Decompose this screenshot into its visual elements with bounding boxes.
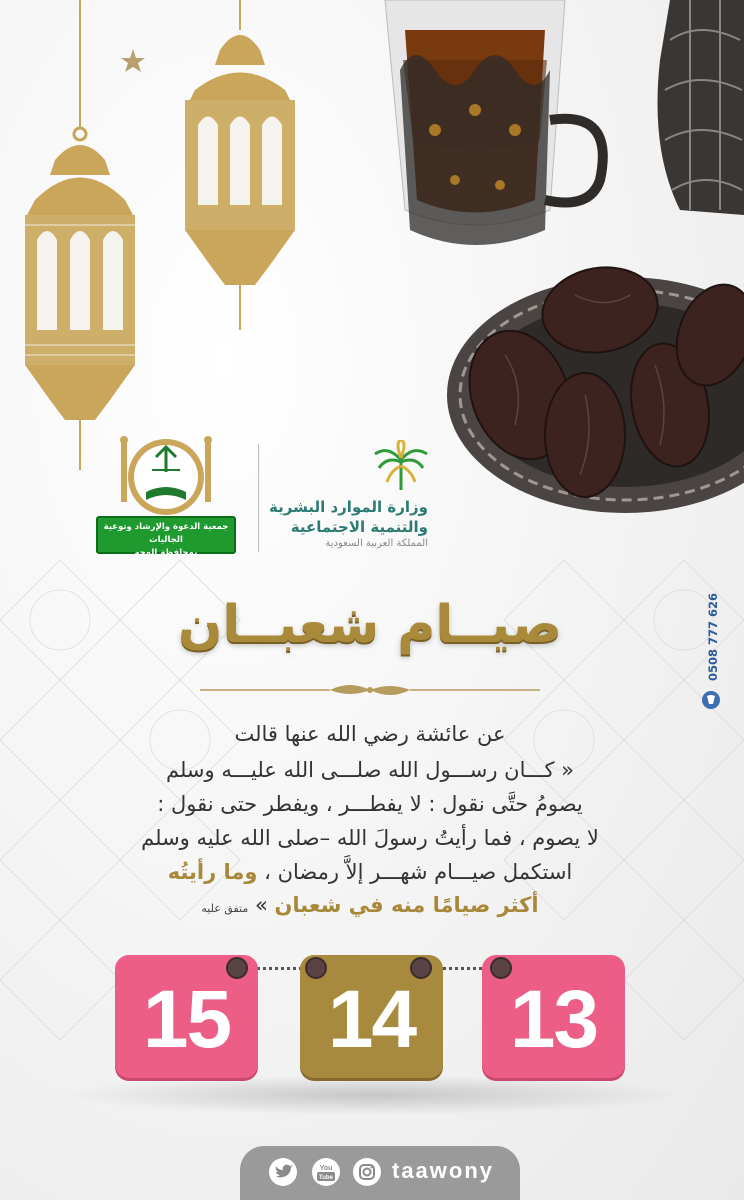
calendar-ring-icon xyxy=(305,957,327,979)
hadith-source: متفق عليه xyxy=(201,902,249,915)
calendar-day-15-number: 15 xyxy=(142,974,231,1065)
ministry-logo xyxy=(268,440,428,555)
youtube-label-bottom: Tube xyxy=(319,1175,333,1181)
calendar-ring-icon xyxy=(226,957,248,979)
association-name-line2: بمحافظة الوجه xyxy=(134,548,198,558)
calendar-day-14-number: 14 xyxy=(327,974,416,1065)
youtube-icon[interactable] xyxy=(310,1157,342,1187)
association-logo xyxy=(96,432,238,556)
lantern-small-icon xyxy=(180,0,300,340)
dates-plate-icon xyxy=(445,255,744,530)
youtube-label-top: You xyxy=(319,1165,333,1172)
phone-number[interactable] xyxy=(698,590,724,700)
calendar-ring-icon xyxy=(410,957,432,979)
hadith-line-6 xyxy=(80,893,660,917)
ministry-country: المملكة العربية السعودية xyxy=(325,538,428,549)
association-emblem-icon xyxy=(116,432,216,518)
star-icon xyxy=(120,48,146,74)
hadith-line-1: عن عائشة رضي الله عنها قالت xyxy=(234,722,506,746)
twitter-icon[interactable] xyxy=(268,1157,298,1187)
instagram-icon[interactable] xyxy=(352,1157,382,1187)
ministry-name-line2: والتنمية الاجتماعية xyxy=(290,518,428,536)
hadith-line-5 xyxy=(80,860,660,884)
palm-emblem-icon xyxy=(373,440,429,496)
hadith-line-5-plain: استكمل صيـــام شهـــر إلاَّ رمضان ، xyxy=(257,860,573,884)
metal-jar-icon xyxy=(650,0,744,215)
ministry-name-line1: وزارة الموارد البشرية xyxy=(269,498,428,516)
page-title: صيــام شعبــان xyxy=(178,595,562,655)
association-name-line1: جمعية الدعوة والإرشاد وتوعية الجاليات xyxy=(103,522,229,545)
hadith-line-5-gold: وما رأيتُه xyxy=(167,860,258,884)
calendar-ring-icon xyxy=(490,957,512,979)
phone-app-icon xyxy=(701,690,721,710)
tea-glass-icon xyxy=(375,0,625,250)
hadith-line-6-gold: أكثر صيامًا منه في شعبان xyxy=(274,893,539,917)
hadith-line-3: يصومُ حتَّى نقول : لا يفطـــر ، ويفطر حتى نقول : xyxy=(157,792,583,816)
hadith-line-2: « كـــان رســـول الله صلـــى الله عليـــه وسلم xyxy=(166,758,574,782)
calendar-day-13-number: 13 xyxy=(509,974,598,1065)
phone-number-text: 0508 777 626 xyxy=(706,592,720,682)
social-handle[interactable]: taawony xyxy=(392,1158,495,1183)
logos-divider xyxy=(258,444,259,552)
ornament-divider xyxy=(200,680,540,700)
hadith-line-4: لا يصوم ، فما رأيتُ رسولَ الله –صلى الله عليه وسلم xyxy=(141,826,599,850)
calendar-shadow xyxy=(60,1075,684,1115)
association-name-badge xyxy=(96,516,236,558)
hadith-line-6-plain: » xyxy=(248,893,275,917)
